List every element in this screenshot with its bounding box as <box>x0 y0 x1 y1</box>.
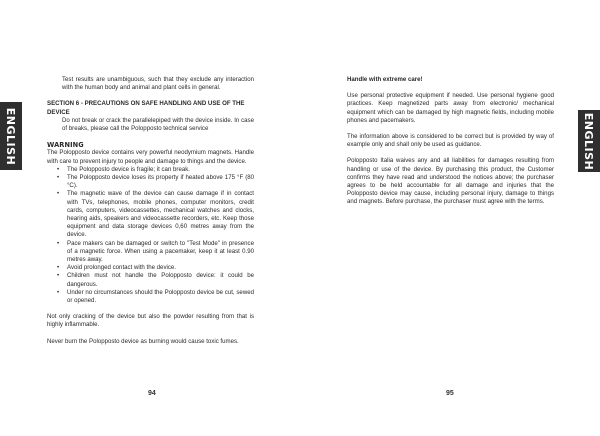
language-tab-label: ENGLISH <box>4 107 18 165</box>
precautions-list <box>47 166 254 305</box>
language-tab-label: ENGLISH <box>582 112 596 170</box>
liability-paragraph: Polopposto Italia waives any and all liabilities for damages resulting from handling or use of the device. By purchasing this product, the Customer confirms they have read and understood the notices above; the purchaser agrees to be held accountable for all damage and injuries that the Polopposto device may cause, including personal injury, damage to things and magnets. Before purchase, the purchaser must agree with the terms. <box>347 157 554 206</box>
language-tab-right <box>578 110 600 172</box>
list-item: • Under no circumstances should the Polopposto device be cut, sewed or opened. <box>57 289 254 305</box>
section-6-body: Do not break or crack the parallelepiped with the device inside. In case of breaks, please call the Polopposto technical service <box>62 116 254 133</box>
warning-title: WARNING <box>47 141 84 150</box>
protective-equipment-paragraph: Use personal protective equipment if needed. Use personal hygiene good practices. Keep magnetized parts away from electronic/ mechanical equipment which can be damaged by high magnetic fields, including mobile phones and pacemakers. <box>347 92 554 124</box>
handle-care-heading: Handle with extreme care! <box>347 76 423 83</box>
guidance-paragraph: The information above is considered to be correct but is provided by way of example only and shall only be used as guidance. <box>347 133 554 149</box>
flammability-paragraph: Not only cracking of the device but also the powder resulting from that is highly inflammable. <box>47 313 254 329</box>
list-item: • Pace makers can be damaged or switch to "Test Mode" in presence of a magnetic force. When using a pacemaker, keep it at least 0.90 metres away. <box>57 240 254 265</box>
warning-body: The Polopposto device contains very powerful neodymium magnets. Handle with care to prevent injury to people and damage to things and the device. <box>47 149 254 165</box>
list-item: • The magnetic wave of the device can cause damage if in contact with TVs, telephones, mobile phones, computer monitors, credit cards, computers, videocassettes, mechanical watches and clocks, hearing aids, speakers and videocassette recorders, etc. Keep those equipment and data storage devices 0,60 metres away from the device. <box>57 190 254 239</box>
burning-paragraph: Never burn the Polopposto device as burning would cause toxic fumes. <box>47 337 239 345</box>
page-number-left: 94 <box>148 390 156 397</box>
list-item: • Avoid prolonged contact with the device. <box>57 264 254 272</box>
page-number-right: 95 <box>446 390 454 397</box>
list-item: • The Polopposto device is fragile; it can break. <box>57 166 254 174</box>
right-page-column <box>347 76 554 207</box>
intro-paragraph: Test results are unambiguous, such that they exclude any interaction with the human body and animal and plant cells in general. <box>62 76 254 92</box>
language-tab-left <box>0 102 22 170</box>
list-item: • The Polopposto device loses its property if heated above 175 °F (80 °C). <box>57 174 254 190</box>
list-item: • Children must not handle the Polopposto device: it could be dangerous. <box>57 272 254 288</box>
section-6-title: SECTION 6 - PRECAUTIONS ON SAFE HANDLING AND USE OF THE DEVICE <box>47 100 245 116</box>
left-page-column <box>47 76 254 346</box>
